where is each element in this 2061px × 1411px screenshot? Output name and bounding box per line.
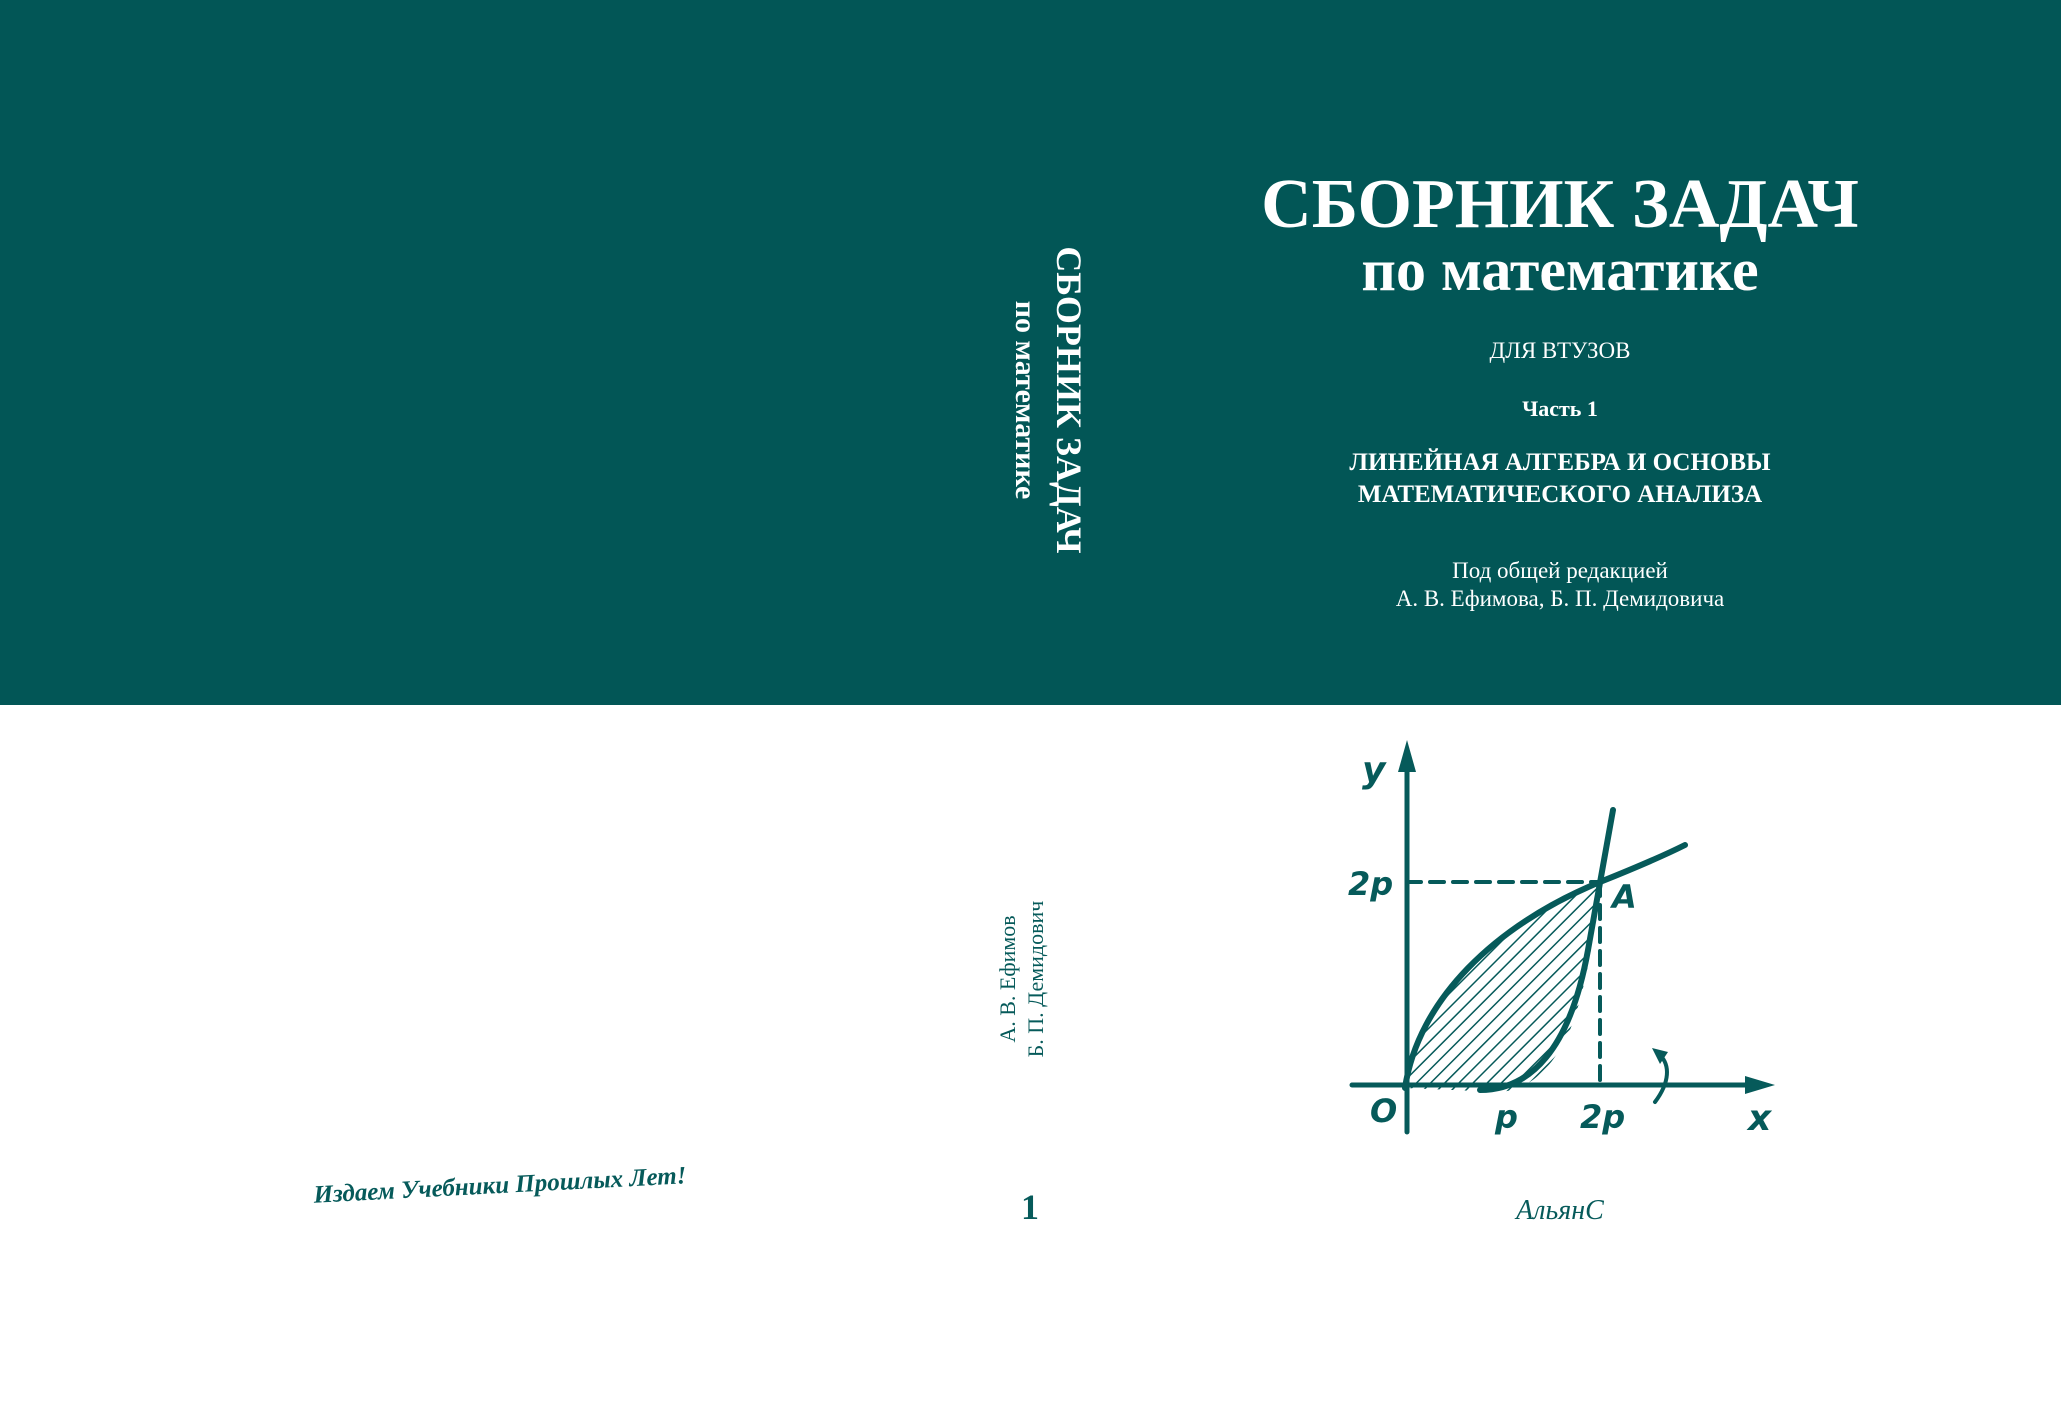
p-label: p [1495,1098,1518,1136]
spine-author1: А. В. Ефимов [995,915,1020,1043]
point-a-label: A [1612,878,1637,916]
front-title-line1: СБОРНИК ЗАДАЧ [1261,166,1859,243]
origin-label: O [1370,1092,1398,1130]
x-axis-label: x [1748,1098,1772,1139]
front-audience: ДЛЯ ВТУЗОВ [1489,338,1631,363]
back-slogan: Издаем Учебники Прошлых Лет! [312,1162,688,1209]
front-editors: А. В. Ефимова, Б. П. Демидовича [1395,586,1725,611]
y-2p-label: 2p [1348,865,1394,903]
front-part: Часть 1 [1522,396,1598,421]
spine-title-line2: по математике [1009,300,1042,500]
x-axis-arrowhead [1745,1076,1775,1094]
front-title-line2: по математике [1361,237,1759,303]
front-subtitle-line1: ЛИНЕЙНАЯ АЛГЕБРА И ОСНОВЫ [1349,449,1771,476]
y-axis-arrowhead [1398,740,1416,772]
front-editors-intro: Под общей редакцией [1452,558,1668,583]
volume-number: 1 [1021,1187,1039,1227]
front-subtitle-line2: МАТЕМАТИЧЕСКОГО АНАЛИЗА [1357,481,1763,508]
spine-title [971,170,1091,630]
cover-graph-illustration [1330,730,1790,1150]
spine-author2: Б. П. Демидович [1023,900,1048,1058]
spine-authors [994,859,1064,1099]
hatched-area [1405,882,1600,1092]
publisher-logo: АльянС [1516,1195,1604,1226]
x-2p-label: 2p [1580,1098,1626,1136]
y-axis-label: y [1362,750,1386,791]
spine-title-line1: СБОРНИК ЗАДАЧ [1049,246,1089,554]
